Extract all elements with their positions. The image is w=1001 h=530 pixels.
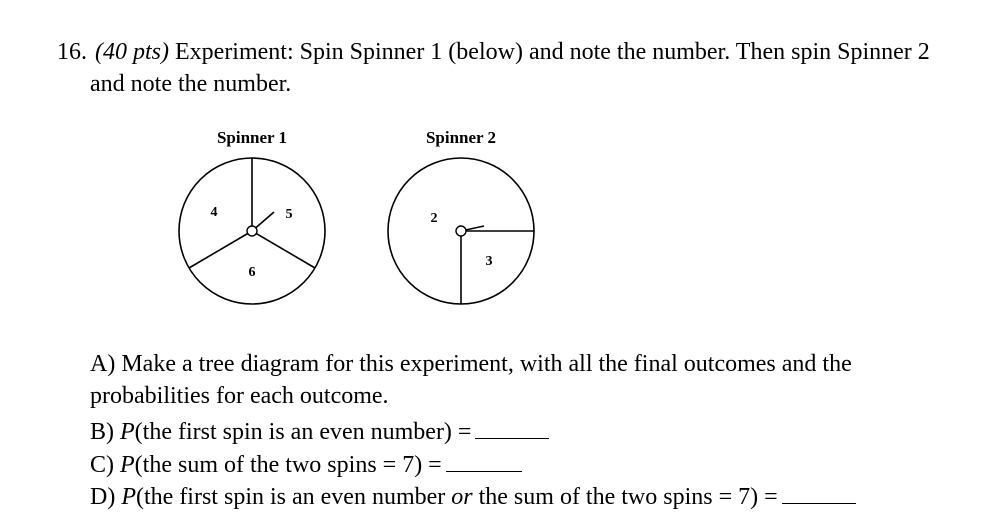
spinner-2-sector-3: 3 <box>485 254 493 269</box>
spinner-2-title: Spinner 2 <box>425 128 497 147</box>
spinner-2-pivot <box>456 226 466 236</box>
part-b-p: P <box>120 419 135 445</box>
spinner-1-pivot <box>247 226 257 236</box>
question-points: (40 pts) <box>95 39 169 65</box>
part-c-line <box>90 449 522 479</box>
part-d-answer-blank[interactable] <box>782 481 856 504</box>
spinner-1-divider-left <box>189 231 252 268</box>
part-c-text: (the sum of the two spins = 7) = <box>134 452 442 478</box>
question-intro-2: and note the number. <box>90 71 292 97</box>
question-intro-1: Experiment: Spin Spinner 1 (below) and note the number. Then spin Spinner 2 <box>175 39 930 65</box>
part-b-answer-blank[interactable] <box>475 416 549 439</box>
part-a-line-2 <box>90 382 389 410</box>
part-d-p: P <box>121 484 136 510</box>
spinner-2-sector-2: 2 <box>430 211 438 226</box>
part-a-text-2: probabilities for each outcome. <box>90 383 389 409</box>
part-d-line <box>90 481 856 511</box>
spinner-1-title: Spinner 1 <box>216 128 288 147</box>
part-c-prefix: C) <box>90 452 120 478</box>
part-d-text-2: the sum of the two spins = 7) = <box>472 484 778 510</box>
part-b-prefix: B) <box>90 419 120 445</box>
part-b-line <box>90 416 549 446</box>
part-d-prefix: D) <box>90 484 122 510</box>
part-c-answer-blank[interactable] <box>446 449 522 472</box>
spinner-1-sector-6: 6 <box>248 265 256 280</box>
part-d-text-1: (the first spin is an even number <box>136 484 452 510</box>
part-a-text-1: A) Make a tree diagram for this experiment, with all the final outcomes and the <box>90 351 852 377</box>
part-b-text: (the first spin is an even number) = <box>134 419 472 445</box>
part-d-or: or <box>451 484 473 510</box>
question-number: 16. <box>57 39 87 65</box>
spinner-1-sector-5: 5 <box>285 207 293 222</box>
spinner-1-divider-right <box>252 231 315 268</box>
spinner-1-sector-4: 4 <box>210 205 218 220</box>
part-c-p: P <box>120 452 135 478</box>
part-a-line-1 <box>90 350 852 378</box>
